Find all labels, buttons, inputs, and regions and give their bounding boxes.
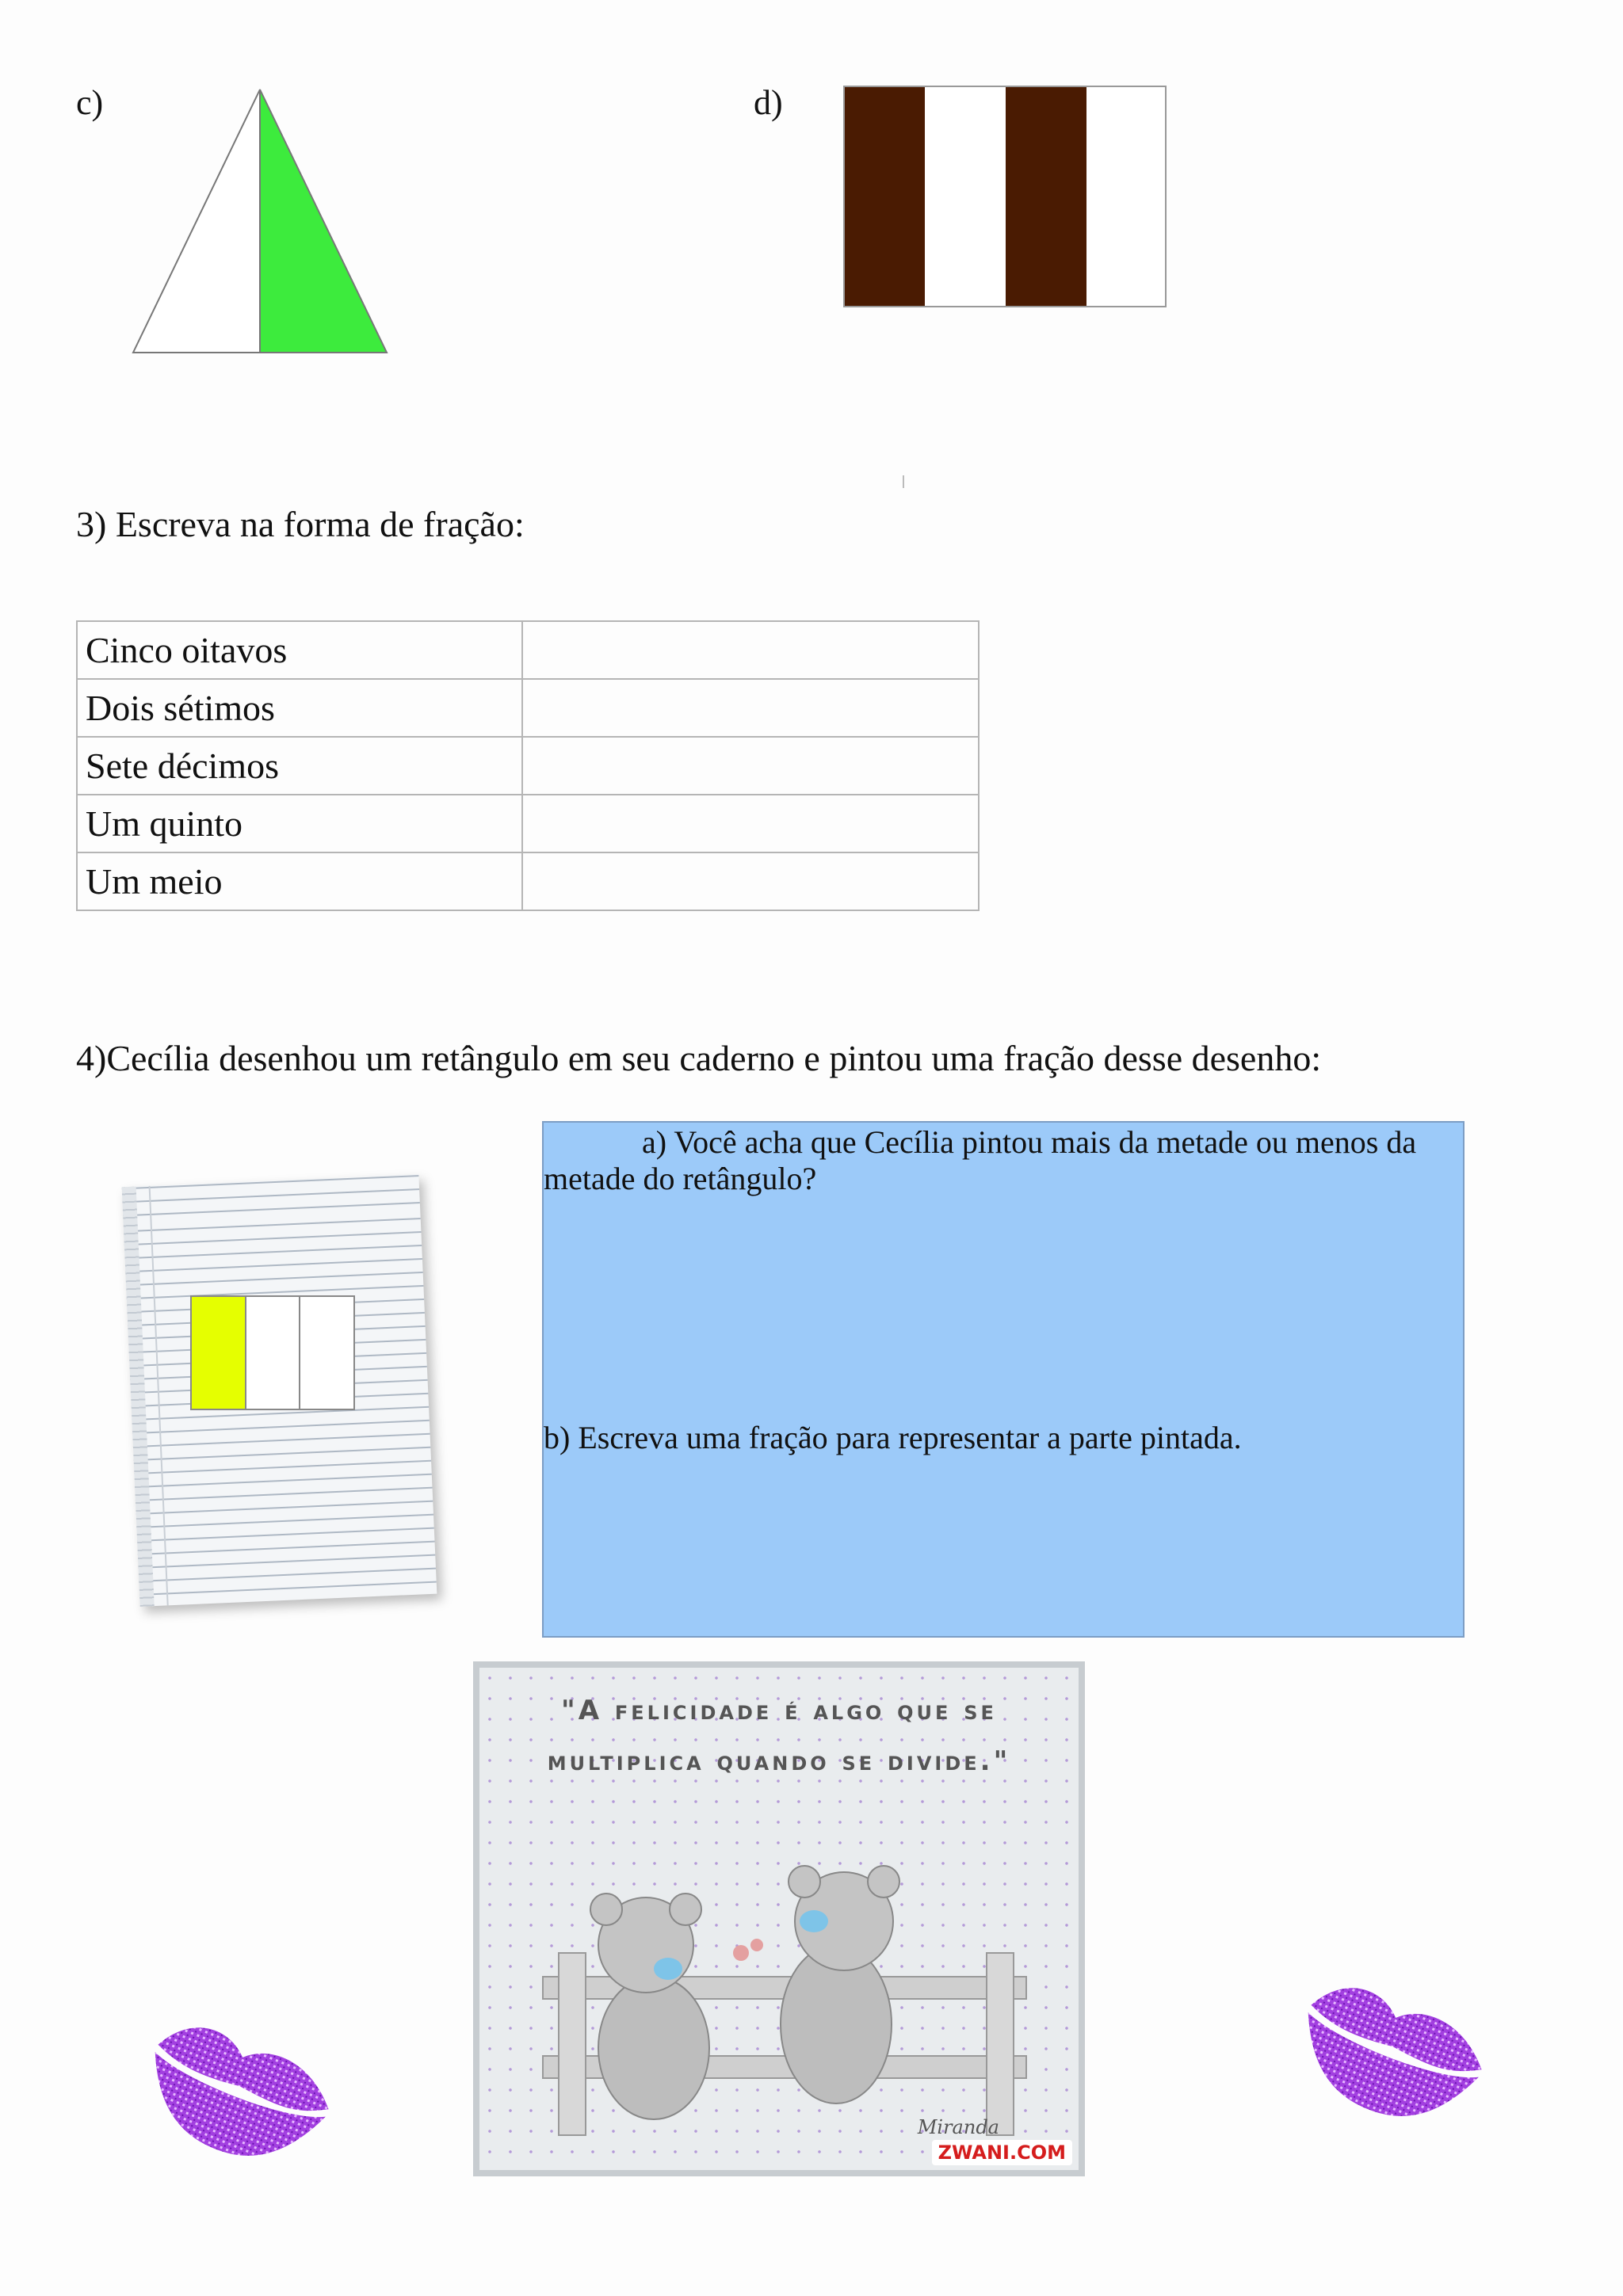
table-row [77,679,979,737]
stripe-4 [1086,86,1166,307]
teddy-bear-card-image [473,1661,1085,2176]
zwani-logo: ZWANI.COM [932,2140,1072,2165]
triangle-right-half [260,90,387,353]
stripe-1 [844,86,925,307]
table-cell-text: Dois sétimos [77,679,522,737]
rect-part-painted [192,1297,245,1409]
triangle-figure [127,83,396,360]
lips-left-icon [136,2004,350,2171]
answer-box[interactable] [542,1121,1465,1638]
notebook-binding [122,1187,155,1607]
table-cell-text: Sete décimos [77,737,522,795]
table-cell-answer[interactable] [522,621,979,679]
table-cell-text: Um meio [77,852,522,910]
table-cell-answer[interactable] [522,852,979,910]
triangle-left-half [133,90,260,353]
table-row [77,795,979,852]
exercise-4-heading: 4)Cecília desenhou um retângulo em seu caderno e pintou uma fração desse desenho: [76,1038,1322,1078]
label-c: c) [76,83,104,122]
table-cell-answer[interactable] [522,679,979,737]
painted-rectangle [190,1295,355,1410]
card-signature: Miranda [917,2116,999,2138]
striped-rectangle-figure [843,86,1168,309]
lips-right-icon [1289,1965,1503,2131]
fraction-table [76,620,980,911]
rect-part-2 [245,1297,300,1409]
table-cell-answer[interactable] [522,795,979,852]
question-a: a) Você acha que Cecília pintou mais da metade ou menos da metade do retângulo? [544,1124,1417,1196]
tick-mark [903,475,904,488]
card-quote: "A felicidade é algo que se multiplica quando se divide." [547,1695,1011,1777]
table-row [77,737,979,795]
label-d: d) [754,83,783,122]
rect-part-3 [299,1297,353,1409]
notebook-margin-line [149,1186,169,1606]
stripe-2 [925,86,1006,307]
exercise-3-heading: 3) Escreva na forma de fração: [76,504,525,544]
question-b: b) Escreva uma fração para representar a parte pintada. [544,1420,1242,1455]
table-cell-text: Um quinto [77,795,522,852]
stripe-3 [1006,86,1086,307]
table-cell-text: Cinco oitavos [77,621,522,679]
table-row [77,852,979,910]
table-cell-answer[interactable] [522,737,979,795]
table-row [77,621,979,679]
